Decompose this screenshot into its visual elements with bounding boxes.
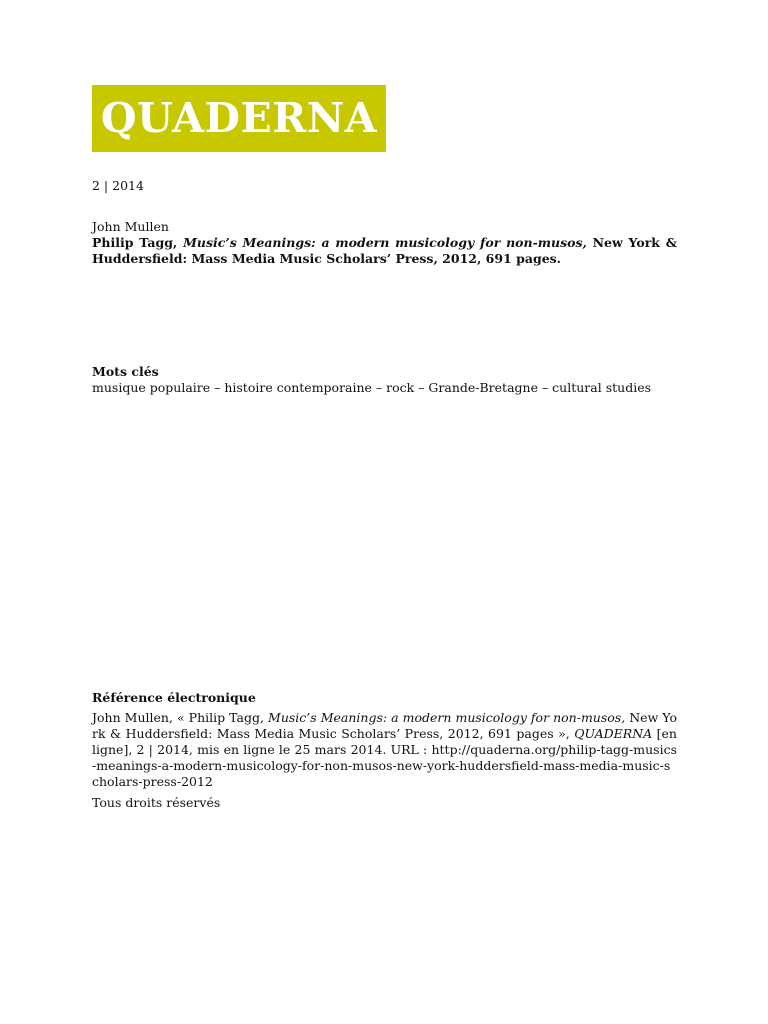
- reference-journal: QUADERNA: [574, 726, 653, 741]
- electronic-reference-section: [92, 690, 677, 790]
- title-italic: Music’s Meanings: a modern musicology for non-musos,: [183, 235, 587, 250]
- title-prefix: Philip Tagg,: [92, 235, 184, 250]
- article-title: [92, 235, 677, 267]
- issue-number: 2 | 2014: [92, 178, 144, 193]
- article-header: [92, 219, 677, 267]
- reference-part2: New York & Huddersfield: Mass Media Music Scholars’ Press, 2012, 691 pages »,: [92, 710, 677, 741]
- keywords-label: Mots clés: [92, 364, 159, 379]
- keywords-text: musique populaire – histoire contemporaine – rock – Grande-Bretagne – cultural studies: [92, 380, 652, 395]
- keywords-section: [92, 364, 677, 396]
- reference-part1-italic: Music’s Meanings: a modern musicology for non-musos,: [268, 710, 626, 725]
- author-name: John Mullen: [92, 219, 169, 234]
- reference-part1: John Mullen, « Philip Tagg,: [92, 710, 269, 725]
- journal-logo: [92, 85, 386, 152]
- reference-label: Référence électronique: [92, 690, 256, 705]
- reference-body: [92, 710, 677, 790]
- rights-notice: Tous droits réservés: [92, 795, 221, 810]
- journal-logo-text: QUADERNA: [100, 94, 378, 142]
- reference-part3: [en ligne], 2 | 2014, mis en ligne le 25 mars 2014. URL : http://quaderna.org/philip-tagg-musics-meanings-a-modern-musicology-for-non-musos-new-york-huddersfield-mass-media-music-scholars-press-2012: [92, 726, 677, 789]
- title-suffix: New York & Huddersfield: Mass Media Music Scholars’ Press, 2012, 691 pages.: [92, 235, 678, 266]
